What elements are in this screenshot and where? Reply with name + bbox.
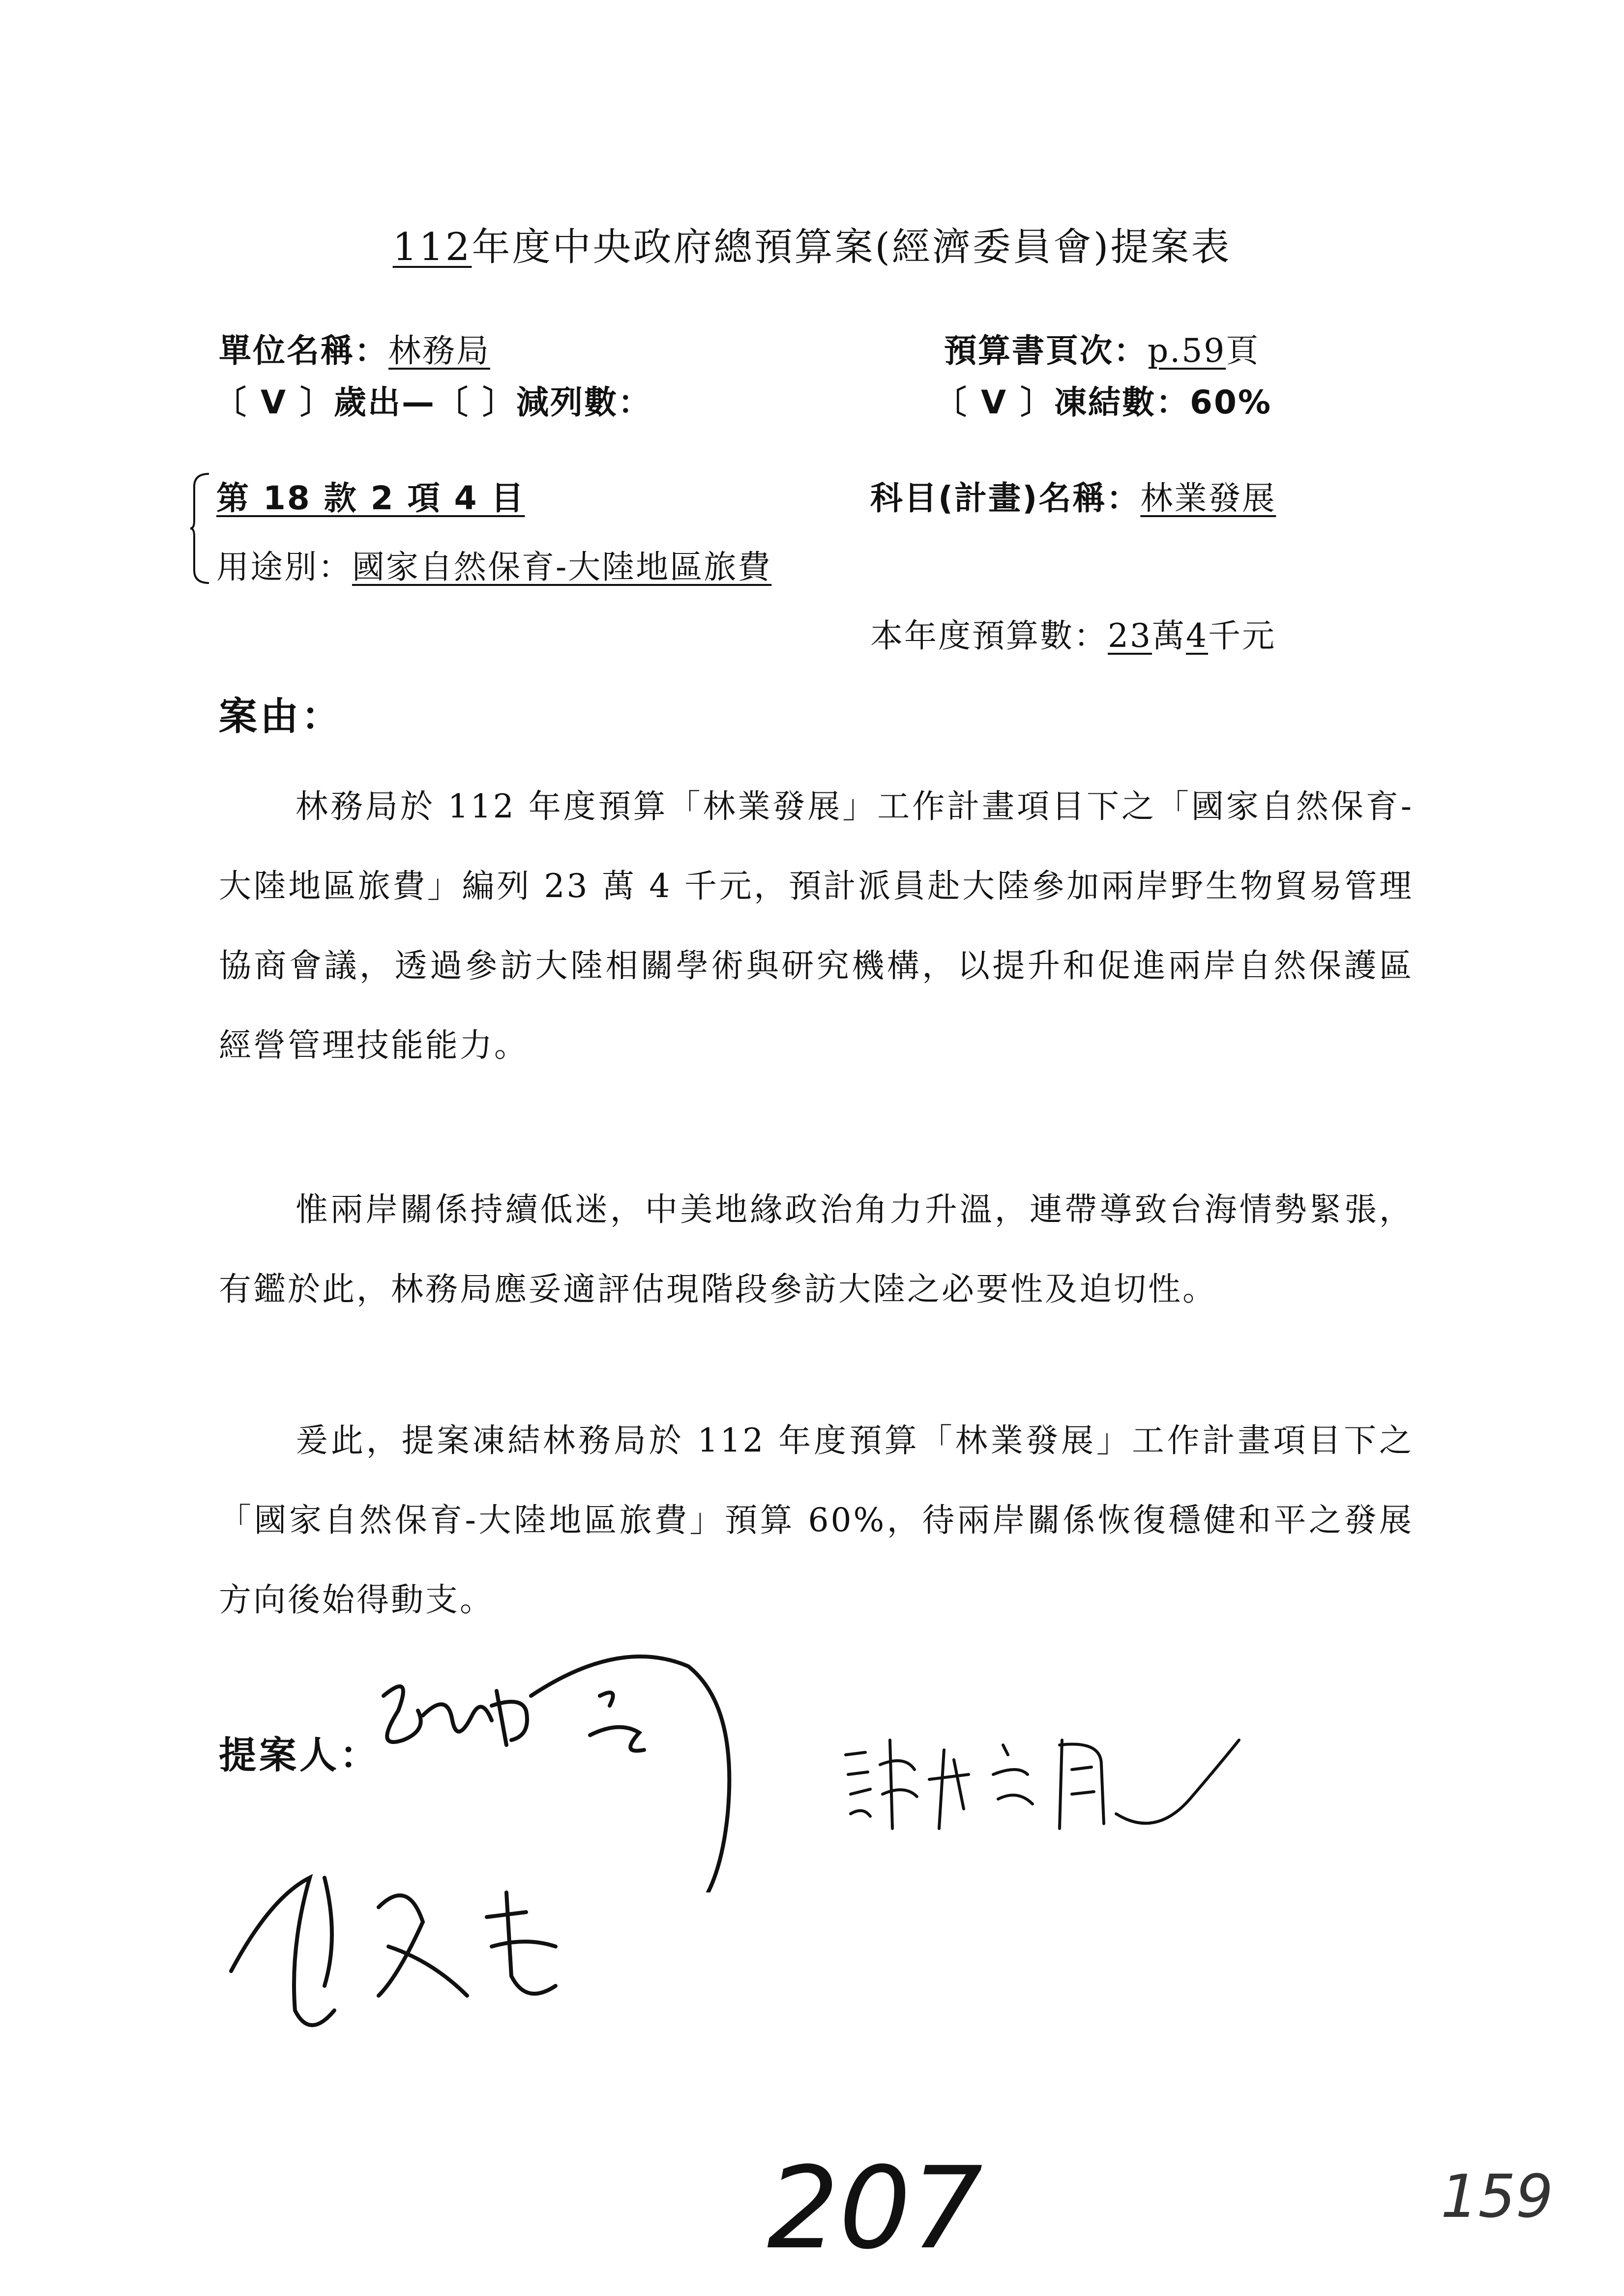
budget-amount-label: 本年度預算數： — [870, 617, 1108, 655]
title-year: 112 — [392, 225, 472, 269]
reason-paragraph-3: 爰此，提案凍結林務局於 112 年度預算「林業發展」工作計畫項目下之「國家自然保育-大陸地區旅費」預算 60%，待兩岸關係恢復穩健和平之發展方向後始得動支。 — [219, 1422, 1414, 1619]
budget-page-label: 預算書頁次： — [944, 332, 1148, 370]
budget-wan-unit: 萬 — [1152, 617, 1186, 655]
title-text: 年度中央政府總預算案(經濟委員會)提案表 — [472, 225, 1232, 269]
signature-3 — [211, 1848, 654, 2055]
unit-name-value: 林務局 — [388, 332, 490, 370]
proposer-label: 提案人： — [219, 1733, 380, 1777]
reason-paragraph-2: 惟兩岸關係持續低迷，中美地緣政治角力升溫，連帶導致台海情勢緊張，有鑑於此，林務局應妥適評估現階段參訪大陸之必要性及迫切性。 — [219, 1191, 1414, 1308]
subject-value: 林業發展 — [1140, 479, 1276, 517]
corner-page-number: 159 — [1441, 2163, 1554, 2231]
subject-label: 科目(計畫)名稱： — [870, 479, 1141, 517]
bracket-mark — [189, 472, 211, 585]
handwritten-page-number: 207 — [767, 2143, 983, 2274]
budget-wan-value: 23 — [1108, 617, 1152, 655]
expense-row: 〔 V 〕歲出—〔 〕減列數： — [214, 383, 652, 421]
subject-row — [870, 472, 1276, 519]
reason-heading: 案由： — [219, 695, 343, 739]
freeze-row: 〔 V 〕凍結數：60% — [934, 383, 1272, 421]
budget-qian-value: 4 — [1185, 617, 1208, 655]
budget-page-row — [944, 324, 1260, 371]
page-title — [0, 216, 1624, 271]
budget-amount-row — [870, 610, 1276, 656]
purpose-label: 用途別： — [216, 548, 352, 586]
budget-page-suffix: 頁 — [1226, 332, 1260, 370]
budget-page-value: p.59 — [1148, 332, 1226, 370]
purpose-row — [216, 541, 771, 587]
section-reference: 第 18 款 2 項 4 目 — [216, 479, 525, 517]
signature-2 — [836, 1711, 1278, 1878]
reason-paragraph-1: 林務局於 112 年度預算「林業發展」工作計畫項目下之「國家自然保育-大陸地區旅費」編列 23 萬 4 千元，預計派員赴大陸參加兩岸野生物貿易管理協商會議，透過參訪大陸相關學術與研究機構，以提升和促進兩岸自然保護區經營管理技能能力。 — [219, 787, 1414, 1064]
unit-name-row — [219, 324, 490, 371]
budget-qian-unit: 千元 — [1208, 617, 1276, 655]
unit-name-label: 單位名稱： — [219, 332, 388, 370]
purpose-value: 國家自然保育-大陸地區旅費 — [352, 548, 772, 586]
